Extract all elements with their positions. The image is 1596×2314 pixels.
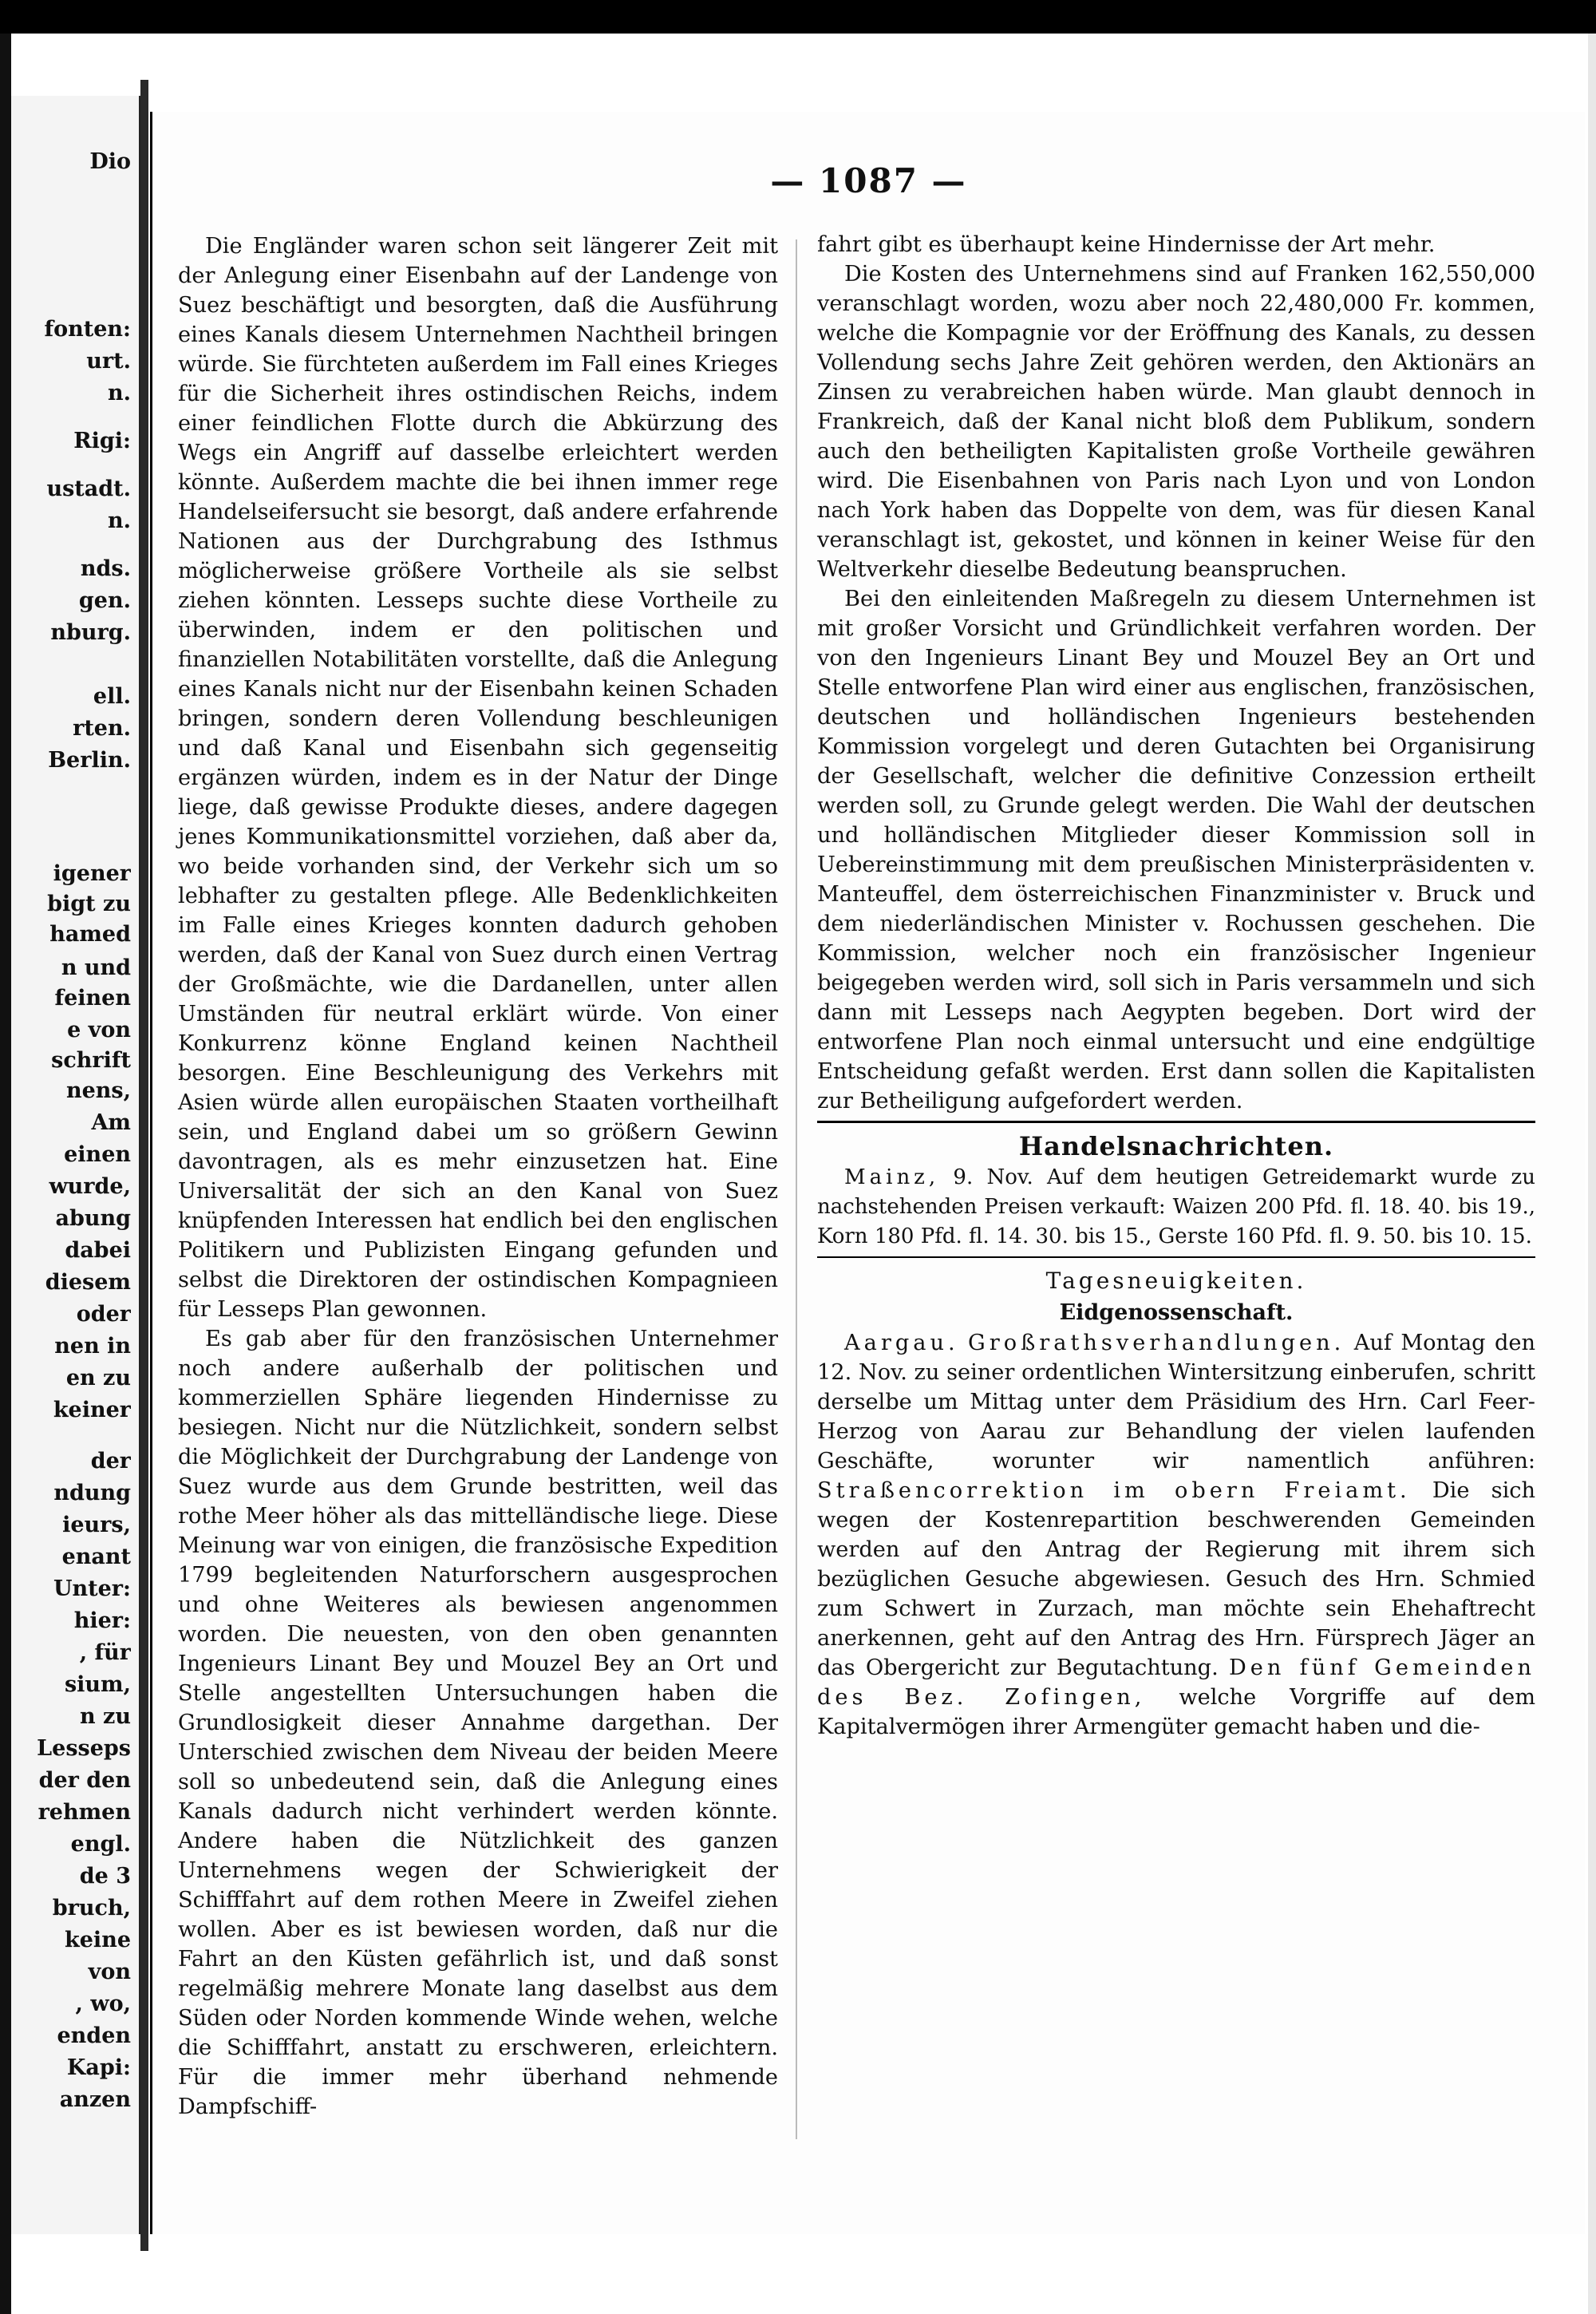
news-place: Aargau. bbox=[844, 1331, 959, 1355]
previous-page-fragment: urt. bbox=[86, 350, 131, 374]
previous-page-fragment: schrift bbox=[51, 1049, 131, 1073]
previous-page-fragment: der den bbox=[38, 1769, 131, 1793]
previous-page-fragment: ndung bbox=[53, 1481, 131, 1505]
previous-page-fragment: von bbox=[88, 1960, 131, 1984]
previous-page-fragment: feinen bbox=[54, 987, 131, 1011]
previous-page-fragment: der bbox=[90, 1450, 131, 1473]
scan-left-border bbox=[0, 34, 11, 2314]
market-place: Mainz, bbox=[844, 1165, 940, 1189]
previous-page-fragment: nens, bbox=[65, 1079, 131, 1103]
previous-page-fragment: nds. bbox=[80, 557, 131, 581]
previous-page-fragment: Kapi: bbox=[66, 2056, 131, 2080]
news-highlight: Straßencorrektion im obern Freiamt. bbox=[817, 1478, 1411, 1503]
previous-page-fragment: sium, bbox=[64, 1673, 131, 1697]
previous-page-fragment: , wo, bbox=[75, 1992, 131, 2016]
news-text-before: Auf Montag den 12. Nov. zu seiner ordentlichen Wintersitzung einberufen, schritt derselbe um Mittag unter dem Präsidium des Hrn. Carl Feer-Herzog von Aarau zur Behandlung der vielen laufenden Geschäfte, worunter wir namentlich anführen: bbox=[817, 1331, 1535, 1473]
previous-page-fragment: ieurs, bbox=[62, 1513, 131, 1537]
previous-page-fragment: nburg. bbox=[50, 621, 131, 645]
previous-page-fragment: rten. bbox=[73, 717, 131, 741]
previous-page-fragment: en zu bbox=[65, 1367, 131, 1390]
news-highlight-2: Den fünf Gemeinden des Bez. Zofingen, bbox=[817, 1655, 1535, 1710]
previous-page-fragment: Berlin. bbox=[48, 749, 131, 773]
market-report bbox=[817, 1163, 1535, 1252]
left-paragraph-2: Es gab aber für den französischen Unternehmer noch andere außerhalb der politischen und kommerziellen Sphäre liegenden Hindernisse zu besiegen. Nicht nur die Nützlichkeit, sondern selbst die Möglichkeit der Durchgrabung der Landenge von Suez wurde aus dem Grunde bestritten, weil das rothe Meer höher als das mittelländische liege. Diese Meinung war von einigen, die französische Expedition 1799 begleitenden Naturforschern ausgesprochen und ohne Weiteres als bewiesen angenommen worden. Die neuesten, von den oben genannten Ingenieurs Linant Bey und Mouzel Bey an Ort und Stelle angestellten Untersuchungen haben die Grundlosigkeit dieser Annahme dargethan. Der Unterschied zwischen dem Niveau der beiden Meere soll so unbedeutend sein, daß die Anlegung eines Kanals dadurch nicht verhindert werden könnte. Andere haben die Nützlichkeit des ganzen Unternehmens wegen der Schwierigkeit der Schifffahrt auf dem rothen Meere in Zweifel ziehen wollen. Aber es ist bewiesen worden, daß nur die Fahrt an den Küsten gefährlich ist, und daß sonst regelmäßig mehrere Monate lang daselbst aus dem Süden oder Norden kommende Winde wehen, welche die Schifffahrt, anstatt zu erschweren, erleichtern. Für die immer mehr überhand nehmende Dampfschiff- bbox=[178, 1327, 778, 2119]
page-number: — 1087 — bbox=[770, 161, 967, 200]
section-divider bbox=[817, 1121, 1535, 1123]
previous-page-fragment: anzen bbox=[59, 2088, 131, 2112]
previous-page-fragment: enden bbox=[57, 2024, 131, 2048]
previous-page-fragment: Lesseps bbox=[37, 1737, 131, 1761]
previous-page-fragment: Dio bbox=[89, 150, 131, 174]
news-article bbox=[817, 1328, 1535, 1742]
previous-page-fragment: ell. bbox=[93, 685, 131, 709]
previous-page-fragment: engl. bbox=[70, 1833, 131, 1857]
previous-page-fragment: hier: bbox=[73, 1609, 131, 1633]
right-column bbox=[817, 230, 1535, 1742]
market-report-text: 9. Nov. Auf dem heutigen Getreidemarkt wurde zu nachstehenden Preisen verkauft: Waizen 200 Pfd. fl. 18. 40. bis 19., Korn 180 Pfd. fl. 14. 30. bis 15., Gerste 160 Pfd. fl. 9. 50. bis 10. 15. bbox=[817, 1165, 1535, 1248]
previous-page-fragment: n und bbox=[61, 956, 131, 980]
previous-page-fragment: n. bbox=[107, 382, 131, 405]
column-divider bbox=[796, 239, 797, 2139]
previous-page-fragment: keine bbox=[65, 1928, 131, 1952]
commerce-section-title: Handelsnachrichten. bbox=[1018, 1131, 1334, 1161]
previous-page-fragment: hamed bbox=[49, 923, 131, 947]
page-fold-shadow bbox=[140, 80, 148, 2251]
previous-page-fragment: Unter: bbox=[53, 1577, 131, 1601]
news-subsection-title: Eidgenossenschaft. bbox=[1059, 1300, 1294, 1325]
previous-page-fragment: diesem bbox=[45, 1271, 131, 1295]
previous-page-fragment: einen bbox=[64, 1143, 131, 1167]
left-column bbox=[178, 231, 778, 2122]
previous-page-fragment: ustadt. bbox=[46, 477, 131, 501]
previous-page-fragment: , für bbox=[79, 1641, 131, 1665]
news-headline: Großrathsverhandlungen. bbox=[968, 1331, 1345, 1355]
scan-top-border bbox=[0, 0, 1596, 34]
right-paragraph-2: Die Kosten des Unternehmens sind auf Franken 162,550,000 veranschlagt worden, wozu aber noch 22,480,000 Fr. kommen, welche die Kompagnie vor der Eröffnung des Kanals, zu dessen Vollendung sechs Jahre Zeit gehören werden, den Aktionärs an Zinsen zu verabreichen haben würde. Man glaubt dennoch in Frankreich, daß der Kanal nicht bloß dem Publikum, sondern auch den betheiligten Kapitalisten große Vortheile gewähren wird. Die Eisenbahnen von Paris nach Lyon und von London nach York haben das Doppelte von dem, was für diesen Kanal veranschlagt ist, gekostet, und können in keiner Weise für den Weltverkehr dieselbe Bedeutung beanspruchen. bbox=[817, 262, 1535, 582]
previous-page-fragment: wurde, bbox=[49, 1175, 131, 1199]
scan-right-edge bbox=[1588, 34, 1596, 2314]
previous-page-fragment: n. bbox=[107, 509, 131, 533]
right-paragraph-1: fahrt gibt es überhaupt keine Hindernisse der Art mehr. bbox=[817, 232, 1436, 257]
previous-page-fragment: Am bbox=[91, 1111, 131, 1135]
previous-page-fragment: rehmen bbox=[38, 1801, 131, 1825]
left-paragraph-1: Die Engländer waren schon seit längerer Zeit mit der Anlegung einer Eisenbahn auf der Landenge von Suez beschäftigt und besorgten, daß die Ausführung eines Kanals diesem Unternehmen Nachtheil bringen würde. Sie fürchteten außerdem im Fall eines Krieges für die Sicherheit ihres ostindischen Reichs, indem einer feindlichen Flotte durch die Abkürzung des Wegs ein Angriff auf dasselbe erleichtert werden könnte. Außerdem machte die bei ihnen immer rege Handelseifersucht sie besorgt, daß andere erfahrende Nationen aus der Durchgrabung des Isthmus möglicherweise größere Vortheile als sie selbst ziehen könnten. Lesseps suchte diese Vortheile zu überwinden, indem er den politischen und finanziellen Notabilitäten vorstellte, daß die Anlegung eines Kanals nicht nur der Eisenbahn keinen Schaden bringen, sondern deren Vollendung beschleunigen und daß Kanal und Eisenbahn sich gegenseitig ergänzen würden, indem es in der Natur der Dinge liege, daß gewisse Produkte dieses, andere dagegen jenes Kommunikationsmittel vorziehen, daß aber da, wo beide vorhanden sind, der Verkehr sich um so lebhafter zu gestalten pflege. Alle Bedenklichkeiten im Falle eines Krieges konnten dadurch gehoben werden, daß der Kanal von Suez durch einen Vertrag der Großmächte, wie die Dardanellen, unter allen Umständen für neutral erklärt würde. Von einer Konkurrenz könne England keinen Nachtheil besorgen. Eine Beschleunigung des Verkehrs mit Asien würde allen europäischen Staaten vortheilhaft sein, und England dabei um so größern Gewinn davontragen, als es mehr einzusetzen hat. Eine Universalität der sich an den Kanal von Suez knüpfenden Interessen hat endlich bei den englischen Politikern und Publizisten Eingang gefunden und selbst die Direktoren der ostindischen Kompagnieen für Lesseps Plan gewonnen. bbox=[178, 234, 778, 1322]
news-text-middle: Die sich wegen der Kostenrepartition beschwerenden Gemeinden werden auf den Antrag der Regierung mit ihrem sich bezüglichen Gesuche abgewiesen. Gesuch des Hrn. Schmied zum Schwert in Zurzach, man möchte sein Ehehaftrecht anerkennen, geht auf den Antrag des Hrn. Fürsprech Jäger an das Obergericht zur Begutachtung. bbox=[817, 1478, 1536, 1680]
previous-page-fragment: dabei bbox=[65, 1239, 131, 1263]
previous-page-fragment: fonten: bbox=[44, 318, 131, 342]
section-divider bbox=[817, 1256, 1535, 1258]
right-paragraph-3: Bei den einleitenden Maßregeln zu diesem Unternehmen ist mit großer Vorsicht und Gründlichkeit verfahren worden. Der von den Ingenieurs Linant Bey und Mouzel Bey an Ort und Stelle entworfene Plan wird einer aus englischen, französischen, deutschen und holländischen Ingenieurs bestehenden Kommission vorgelegt und deren Gutachten bei Organisirung der Gesellschaft, welcher die definitive Conzession ertheilt werden soll, zu Grunde gelegt werden. Die Wahl der deutschen und holländischen Mitglieder dieser Kommission soll in Uebereinstimmung mit dem preußischen Ministerpräsidenten v. Manteuffel, dem österreichischen Finanzminister v. Bruck und dem niederländischen Minister v. Rochussen geschehen. Die Kommission, welcher noch ein französischer Ingenieur beigegeben werden wird, soll sich in Paris versammeln und sich dann mit Lesseps nach Aegypten begeben. Dort wird der entworfene Plan noch einmal untersucht und eine endgültige Entscheidung gefaßt werden. Erst dann sollen die Kapitalisten zur Betheiligung aufgefordert werden. bbox=[817, 587, 1535, 1113]
previous-page-fragment: de 3 bbox=[79, 1865, 131, 1889]
previous-page-fragment: bigt zu bbox=[47, 892, 131, 916]
previous-page-fragment: igener bbox=[53, 862, 131, 886]
previous-page-fragment: bruch, bbox=[52, 1897, 131, 1920]
previous-page-fragment: nen in bbox=[54, 1335, 131, 1359]
news-text-after: welche Vorgriffe auf dem Kapitalvermögen ihrer Armengüter gemacht haben und die- bbox=[817, 1685, 1535, 1739]
previous-page-fragment: oder bbox=[76, 1303, 131, 1327]
main-page bbox=[150, 112, 1585, 2234]
previous-page-fragment: enant bbox=[61, 1545, 131, 1569]
previous-page-fragment: e von bbox=[67, 1019, 131, 1042]
previous-page-fragment: n zu bbox=[80, 1705, 131, 1729]
previous-page-fragment: keiner bbox=[53, 1398, 131, 1422]
previous-page-fragment: abung bbox=[55, 1207, 131, 1231]
previous-page-fragment: Rigi: bbox=[73, 429, 131, 453]
news-section-title: Tagesneuigkeiten. bbox=[1045, 1268, 1307, 1294]
previous-page-fragment: gen. bbox=[78, 589, 131, 613]
